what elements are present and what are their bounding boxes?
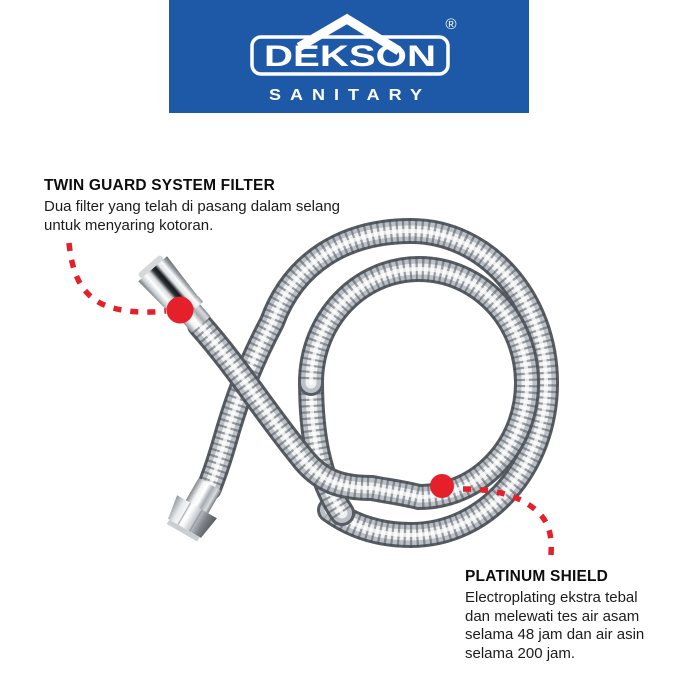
registered-trademark-icon: ® (445, 16, 457, 33)
logo-subtitle: SANITARY (269, 87, 431, 104)
callout-title: TWIN GUARD SYSTEM FILTER (44, 177, 275, 194)
callout-text-line: selama 200 jam. (465, 644, 576, 662)
brand-header (169, 0, 529, 113)
callout-text-line: Electroplating ekstra tebal (465, 589, 638, 606)
callout-text-line: Dua filter yang telah di pasang dalam selang (44, 198, 341, 215)
callout-text-line: dan melewati tes air asam (465, 607, 640, 625)
callout-title: PLATINUM SHIELD (465, 568, 609, 585)
callout-text-line: untuk menyaring kotoran. (44, 216, 214, 234)
callout-twin-guard (44, 177, 374, 235)
callout-platinum-shield (465, 568, 685, 663)
marker-dot-shield (430, 474, 454, 498)
hose-product-image (134, 231, 546, 544)
callout-text-line: selama 48 jam dan air asin (465, 626, 645, 643)
logo-wordmark: DEKSON (264, 40, 436, 73)
marker-dot-filter (167, 297, 194, 324)
hose-inner-loop (200, 269, 527, 497)
